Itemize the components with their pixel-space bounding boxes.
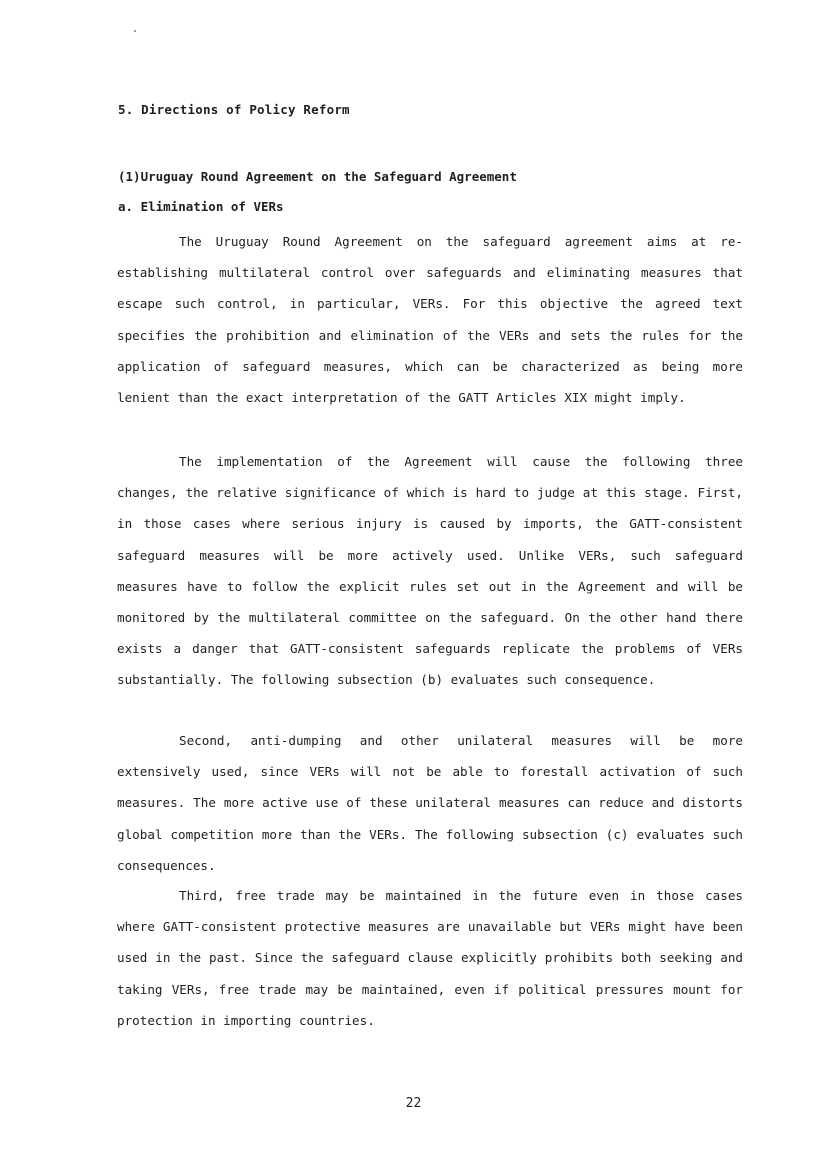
- paragraph-2: The implementation of the Agreement will cause the following three changes, the relative significance of which is hard to judge at this stage. First, in those cases where serious injury is caused by imports, the GATT-consistent safeguard measures will be more actively used. Unlike VERs, such safeguard measures have to follow the explicit rules set out in the Agreement and will be monitored by the multilateral committee on the safeguard. On the other hand there exists a danger that GATT-consistent safeguards replicate the problems of VERs substantially. The following subsection (b) evaluates such consequence.: [117, 454, 743, 688]
- paragraph-4: Third, free trade may be maintained in the future even in those cases where GATT-consistent protective measures are unavailable but VERs might have been used in the past. Since the safeguard clause explicitly prohibits both seeking and taking VERs, free trade may be maintained, even if political pressures mount for protection in importing countries.: [117, 888, 743, 1028]
- scan-speck: [134, 30, 136, 32]
- subsubsection-title: a. Elimination of VERs: [118, 199, 284, 214]
- paragraph-1: The Uruguay Round Agreement on the safeguard agreement aims at re-establishing multilateral control over safeguards and eliminating measures that escape such control, in particular, VERs. For this objective the agreed text specifies the prohibition and elimination of the VERs and sets the rules for the application of safeguard measures, which can be characterized as being more lenient than the exact interpretation of the GATT Articles XIX might imply.: [117, 234, 743, 406]
- section-title: 5. Directions of Policy Reform: [118, 102, 350, 117]
- paragraph-3: Second, anti-dumping and other unilateral measures will be more extensively used, since VERs will not be able to forestall activation of such measures. The more active use of these unilateral measures can reduce and distorts global competition more than the VERs. The following subsection (c) evaluates such consequences.: [117, 733, 743, 873]
- page-number: 22: [405, 1096, 422, 1111]
- subsection-title: (1)Uruguay Round Agreement on the Safeguard Agreement: [118, 169, 517, 184]
